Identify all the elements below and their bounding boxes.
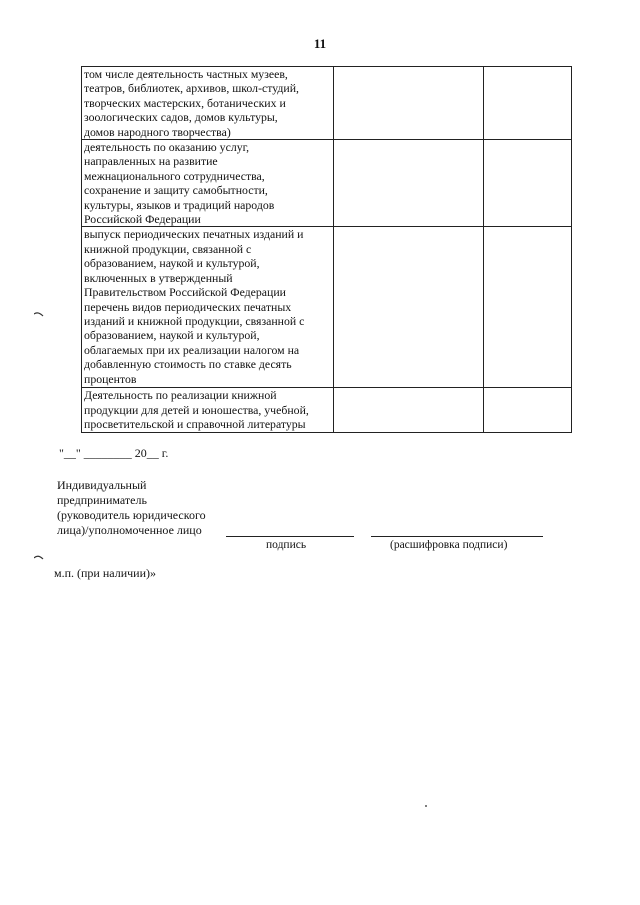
value-cell bbox=[334, 140, 484, 227]
value-cell bbox=[484, 227, 572, 388]
value-cell bbox=[334, 388, 484, 433]
signature-line bbox=[226, 536, 354, 537]
value-cell bbox=[334, 67, 484, 140]
scan-mark bbox=[34, 311, 44, 317]
value-cell bbox=[334, 227, 484, 388]
signature-caption: подпись bbox=[266, 539, 307, 551]
date-line: "__" ________ 20__ г. bbox=[59, 446, 169, 460]
value-cell bbox=[484, 140, 572, 227]
table-row bbox=[82, 140, 572, 227]
signature-transcript-caption: (расшифровка подписи) bbox=[390, 539, 508, 551]
table-row bbox=[82, 388, 572, 433]
scan-mark bbox=[34, 554, 44, 560]
table-row bbox=[82, 227, 572, 388]
activity-cell: деятельность по оказанию услуг, направленных на развитие межнационального сотрудничества, сохранение и защиту самобытности, культуры, языков и традиций народов Российской Федерации bbox=[82, 140, 334, 227]
activities-table bbox=[81, 66, 572, 433]
scan-dot bbox=[425, 805, 427, 807]
page-number: 11 bbox=[313, 36, 327, 51]
table-row bbox=[82, 67, 572, 140]
value-cell bbox=[484, 67, 572, 140]
signer-label: Индивидуальный предприниматель (руководитель юридического лица)/уполномоченное лицо bbox=[57, 478, 206, 537]
signature-transcript-line bbox=[371, 536, 543, 537]
activity-cell: том числе деятельность частных музеев, театров, библиотек, архивов, школ-студий, творческих мастерских, ботанических и зоологических садов, домов культуры, домов народного творчества) bbox=[82, 67, 334, 140]
seal-note: м.п. (при наличии)» bbox=[54, 566, 156, 580]
activity-cell: Деятельность по реализации книжной продукции для детей и юношества, учебной, просветительской и справочной литературы bbox=[82, 388, 334, 433]
value-cell bbox=[484, 388, 572, 433]
activity-cell: выпуск периодических печатных изданий и книжной продукции, связанной с образованием, наукой и культурой, включенных в утвержденный Правительством Российской Федерации перечень видов периодических печатных изданий и книжной продукции, связанной с образованием, наукой и культурой, облагаемых при их реализации налогом на добавленную стоимость по ставке десять процентов bbox=[82, 227, 334, 388]
